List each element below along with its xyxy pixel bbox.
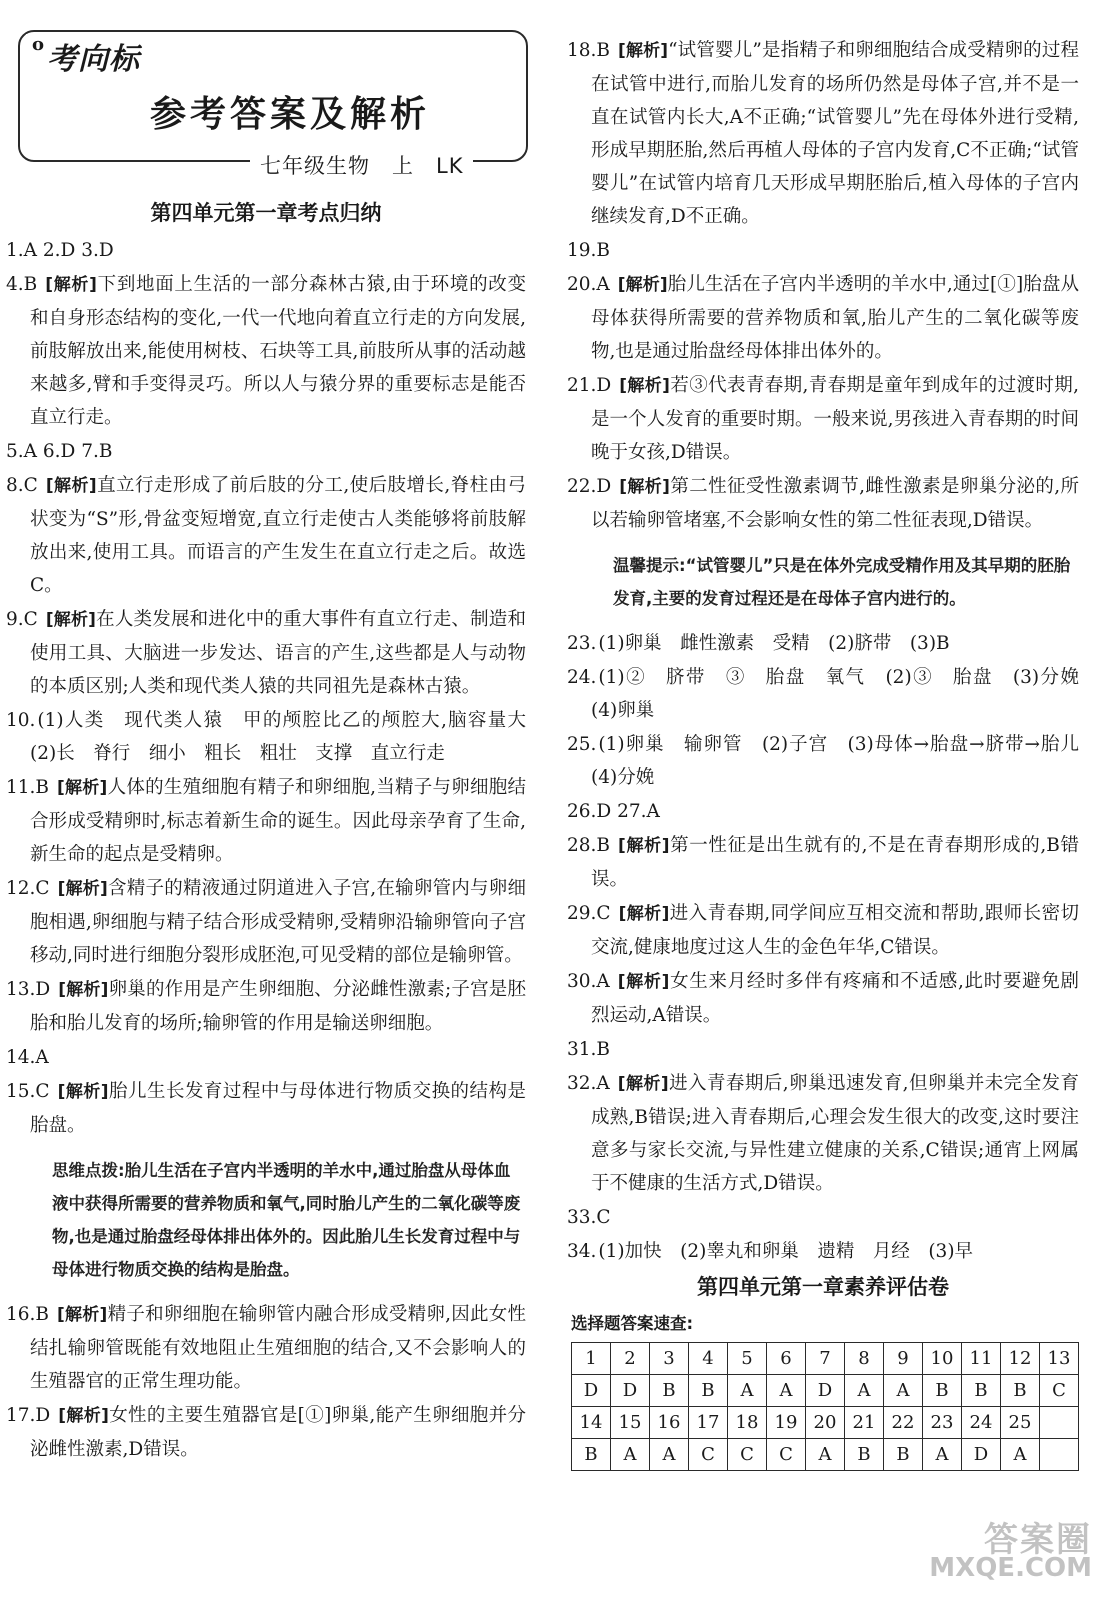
analysis-tag: [解析] [618, 836, 670, 856]
section-title-right: 第四单元第一章素养评估卷 [697, 1275, 949, 1299]
answer-cell: A [845, 1375, 884, 1407]
analysis-text: 进入青春期,同学间应互相交流和帮助,跟师长密切交流,健康地度过这人生的金色年华,C错误。 [591, 903, 1079, 958]
analysis-tag: [解析] [617, 275, 668, 295]
analysis-tag: [解析] [619, 376, 670, 396]
answer-number: 10. [6, 710, 36, 731]
answer-item [6, 268, 526, 434]
analysis-text: 人体的生殖细胞有精子和卵细胞,当精子与卵细胞结合形成受精卵时,标志着新生命的诞生。因此母亲孕育了生命,新生命的起点是受精卵。 [30, 777, 526, 865]
answer-cell [1040, 1439, 1079, 1471]
right-column [567, 34, 1098, 1471]
answer-item [6, 1075, 526, 1142]
analysis-tag: [解析] [57, 879, 108, 899]
answer-number: 1.A 2.D 3.D [6, 240, 114, 261]
answer-number: 15.C [6, 1081, 50, 1102]
page-title: 参考答案及解析 [150, 94, 431, 135]
analysis-text: (1)人类 现代类人猿 甲的颅腔比乙的颅腔大,脑容量大 (2)长 脊行 细小 粗长 粗壮 支撑 直立行走 [30, 710, 545, 764]
answer-number: 4.B [6, 274, 38, 295]
analysis-text: 直立行走形成了前后肢的分工,使后肢增长,脊柱由弓状变为“S”形,骨盆变短增宽,直立行走使古人类能够将前肢解放出来,使用工具。而语言的产生发生在直立行走之后。故选C。 [30, 475, 526, 596]
analysis-text: (1)加快 (2)睾丸和卵巢 遗精 月经 (3)早 [598, 1241, 974, 1262]
answer-number: 16.B [6, 1304, 50, 1325]
question-number-cell [1040, 1407, 1079, 1439]
answer-number: 13.D [6, 979, 51, 1000]
answer-number: 18.B [567, 40, 611, 61]
analysis-text: 第二性征受性激素调节,雌性激素是卵巢分泌的,所以若输卵管堵塞,不会影响女性的第二性征表现,D错误。 [591, 476, 1079, 531]
analysis-text: 进入青春期后,卵巢迅速发育,但卵巢并未完全发育成熟,B错误;进入青春期后,心理会发生很大的改变,这时要注意多与家长交流,与异性建立健康的关系,C错误;通宵上网属于不健康的生活方式,D错误。 [591, 1073, 1079, 1194]
answer-number: 22.D [567, 476, 612, 497]
answer-cell: A [1001, 1439, 1040, 1471]
analysis-text: 女生来月经时多伴有疼痛和不适感,此时要避免剧烈运动,A错误。 [591, 971, 1079, 1026]
answer-number: 9.C [6, 609, 38, 630]
answer-item [6, 771, 526, 871]
answer-item [567, 795, 1079, 828]
tip-box-left: 思维点拨:胎儿生活在子宫内半透明的羊水中,通过胎盘从母体血液中获得所需要的营养物质和氧气,同时胎儿产生的二氧化碳等废物,也是通过胎盘经母体排出体外的。因此胎儿生长发育过程中与母体进行物质交换的结构是胎盘。 [52, 1161, 521, 1279]
question-number-cell: 25 [1001, 1407, 1040, 1439]
answer-cell: B [1001, 1375, 1040, 1407]
answer-number: 11.B [6, 777, 50, 798]
question-number-cell: 3 [650, 1343, 689, 1375]
answer-item [6, 872, 526, 972]
answer-item [6, 1041, 526, 1074]
question-number-cell: 13 [1040, 1343, 1079, 1375]
answer-item [567, 965, 1079, 1032]
answer-cell: B [962, 1375, 1001, 1407]
tip-box-right: 温馨提示:“试管婴儿”只是在体外完成受精作用及其早期的胚胎发育,主要的发育过程还是在母体子宫内进行的。 [613, 556, 1071, 608]
analysis-tag: [解析] [57, 778, 108, 798]
quick-answer-title: 选择题答案速查: [571, 1314, 694, 1333]
answer-number: 23. [567, 633, 597, 654]
answer-item [567, 627, 1079, 660]
analysis-tag: [解析] [45, 610, 96, 630]
answer-cell: A [767, 1375, 806, 1407]
watermark: 答案圈 MXQE.COM [929, 1520, 1092, 1583]
question-number-cell: 6 [767, 1343, 806, 1375]
answer-number: 26.D 27.A [567, 801, 660, 822]
question-number-cell: 7 [806, 1343, 845, 1375]
answer-item [567, 1033, 1079, 1066]
question-number-cell: 12 [1001, 1343, 1040, 1375]
analysis-tag: [解析] [618, 904, 670, 924]
analysis-text: 精子和卵细胞在输卵管内融合形成受精卵,因此女性结扎输卵管既能有效地阻止生殖细胞的结合,又不会影响人的生殖器官的正常生理功能。 [30, 1304, 526, 1392]
answer-number: 8.C [6, 475, 38, 496]
answer-number: 31.B [567, 1039, 611, 1060]
answer-number: 12.C [6, 878, 50, 899]
analysis-text: 卵巢的作用是产生卵细胞、分泌雌性激素;子宫是胚胎和胎儿发育的场所;输卵管的作用是输送卵细胞。 [30, 979, 526, 1034]
answer-cell: B [572, 1439, 611, 1471]
question-number-cell: 8 [845, 1343, 884, 1375]
analysis-tag: [解析] [617, 1074, 669, 1094]
answer-number: 24. [567, 667, 597, 688]
question-number-cell: 18 [728, 1407, 767, 1439]
answer-cell: B [845, 1439, 884, 1471]
left-items-a [6, 234, 545, 1142]
answer-item [567, 728, 1098, 794]
answer-cell: D [962, 1439, 1001, 1471]
answer-item [567, 829, 1079, 896]
analysis-tag: [解析] [618, 41, 669, 61]
analysis-tag: [解析] [57, 1305, 108, 1325]
answer-cell: D [806, 1375, 845, 1407]
answer-item [6, 234, 526, 267]
question-number-cell: 5 [728, 1343, 767, 1375]
answer-item [6, 704, 545, 770]
answer-number: 32.A [567, 1073, 610, 1094]
question-number-cell: 16 [650, 1407, 689, 1439]
answer-item [567, 1235, 1079, 1268]
analysis-text: 第一性征是出生就有的,不是在青春期形成的,B错误。 [591, 835, 1079, 890]
answer-number: 28.B [567, 835, 611, 856]
analysis-tag: [解析] [45, 275, 97, 295]
answer-cell: A [611, 1439, 650, 1471]
question-number-cell: 2 [611, 1343, 650, 1375]
answer-item [567, 1201, 1079, 1234]
left-column [6, 196, 545, 1467]
answer-cell: C [728, 1439, 767, 1471]
analysis-text: (1)卵巢 输卵管 (2)子宫 (3)母体→胎盘→脐带→胎儿 (4)分娩 [591, 734, 1098, 788]
analysis-tag: [解析] [619, 477, 670, 497]
question-number-cell: 21 [845, 1407, 884, 1439]
analysis-text: (1)② 脐带 ③ 胎盘 氧气 (2)③ 胎盘 (3)分娩 (4)卵巢 [591, 667, 1098, 721]
question-number-cell: 20 [806, 1407, 845, 1439]
analysis-text: “试管婴儿”是指精子和卵细胞结合成受精卵的过程在试管中进行,而胎儿发育的场所仍然是母体子宫,并不是一直在试管内长大,A不正确;“试管婴儿”先在母体外进行受精,形成早期胚胎,然后再植人母体的子宫内发育,C不正确;“试管婴儿”在试管内培育几天形成早期胚胎后,植入母体的子宫内继续发育,D不正确。 [591, 40, 1079, 227]
answer-number: 19.B [567, 240, 611, 261]
answer-item [6, 435, 526, 468]
answer-number: 5.A 6.D 7.B [6, 441, 113, 462]
answer-cell: D [611, 1375, 650, 1407]
analysis-text: 若③代表青春期,青春期是童年到成年的过渡时期,是一个人发育的重要时期。一般来说,男孩进入青春期的时间晚于女孩,D错误。 [591, 375, 1079, 463]
analysis-text: 胎儿生活在子宫内半透明的羊水中,通过[①]胎盘从母体获得所需要的营养物质和氧,胎儿产生的二氧化碳等废物,也是通过胎盘经母体排出体外的。 [591, 274, 1079, 362]
subtitle: 七年级生物 上 LK [250, 150, 473, 180]
answer-cell: A [923, 1439, 962, 1471]
answer-item [567, 268, 1079, 368]
question-number-cell: 4 [689, 1343, 728, 1375]
answer-cell: C [1040, 1375, 1079, 1407]
answer-number: 29.C [567, 903, 611, 924]
analysis-tag: [解析] [45, 476, 97, 496]
answer-item [6, 1298, 526, 1398]
answer-cell: D [572, 1375, 611, 1407]
answer-cell: A [806, 1439, 845, 1471]
answer-number: 20.A [567, 274, 610, 295]
answer-number: 30.A [567, 971, 610, 992]
question-number-cell: 17 [689, 1407, 728, 1439]
question-number-cell: 10 [923, 1343, 962, 1375]
answer-table [571, 1342, 1079, 1471]
analysis-text: (1)卵巢 雌性激素 受精 (2)脐带 (3)B [598, 633, 950, 654]
answer-number: 14.A [6, 1047, 49, 1068]
answer-number: 17.D [6, 1405, 51, 1426]
analysis-tag: [解析] [617, 972, 670, 992]
question-number-cell: 9 [884, 1343, 923, 1375]
answer-item [6, 1399, 526, 1466]
answer-number: 21.D [567, 375, 612, 396]
question-number-cell: 24 [962, 1407, 1001, 1439]
right-items-a [567, 34, 1079, 537]
answer-cell: A [884, 1375, 923, 1407]
answer-cell: B [650, 1375, 689, 1407]
question-number-cell: 15 [611, 1407, 650, 1439]
answer-number: 25. [567, 734, 597, 755]
answer-number: 33.C [567, 1207, 611, 1228]
question-number-cell: 1 [572, 1343, 611, 1375]
answer-item [567, 1067, 1079, 1200]
answer-cell: C [689, 1439, 728, 1471]
section-title-left: 第四单元第一章考点归纳 [150, 201, 382, 225]
question-number-cell: 22 [884, 1407, 923, 1439]
answer-item [567, 369, 1079, 469]
question-number-cell: 11 [962, 1343, 1001, 1375]
analysis-text: 含精子的精液通过阴道进入子宫,在输卵管内与卵细胞相遇,卵细胞与精子结合形成受精卵,受精卵沿输卵管向子宫移动,同时进行细胞分裂形成胚泡,可见受精的部位是输卵管。 [30, 878, 526, 966]
answer-item [567, 897, 1079, 964]
answer-cell: B [689, 1375, 728, 1407]
answer-cell: A [728, 1375, 767, 1407]
analysis-text: 在人类发展和进化中的重大事件有直立行走、制造和使用工具、大脑进一步发达、语言的产生,这些都是人与动物的本质区别;人类和现代类人猿的共同祖先是森林古猿。 [30, 609, 526, 697]
answer-cell: B [884, 1439, 923, 1471]
analysis-text: 女性的主要生殖器官是[①]卵巢,能产生卵细胞并分泌雌性激素,D错误。 [30, 1405, 526, 1460]
answer-cell: C [767, 1439, 806, 1471]
answer-item [6, 469, 526, 602]
answer-item [6, 603, 526, 703]
answer-item [6, 973, 526, 1040]
left-items-b [6, 1298, 526, 1466]
answer-cell: A [650, 1439, 689, 1471]
answer-item [567, 34, 1079, 233]
answer-cell: B [923, 1375, 962, 1407]
analysis-text: 下到地面上生活的一部分森林古猿,由于环境的改变和自身形态结构的变化,一代一代地向着直立行走的方向发展,前肢解放出来,能使用树枝、石块等工具,前肢所从事的活动越来越多,臂和手变得灵巧。所以人与猿分界的重要标志是能否直立行走。 [30, 274, 526, 428]
analysis-text: 胎儿生长发育过程中与母体进行物质交换的结构是胎盘。 [30, 1081, 526, 1136]
answer-number: 34. [567, 1241, 597, 1262]
question-number-cell: 14 [572, 1407, 611, 1439]
answer-item [567, 470, 1079, 537]
answer-item [567, 234, 1079, 267]
answer-item [567, 661, 1098, 727]
right-items-b [567, 627, 1098, 1268]
question-number-cell: 23 [923, 1407, 962, 1439]
analysis-tag: [解析] [58, 980, 109, 1000]
analysis-tag: [解析] [58, 1406, 109, 1426]
brand-logo: $^o$考向标 [26, 34, 146, 78]
analysis-tag: [解析] [57, 1082, 109, 1102]
question-number-cell: 19 [767, 1407, 806, 1439]
